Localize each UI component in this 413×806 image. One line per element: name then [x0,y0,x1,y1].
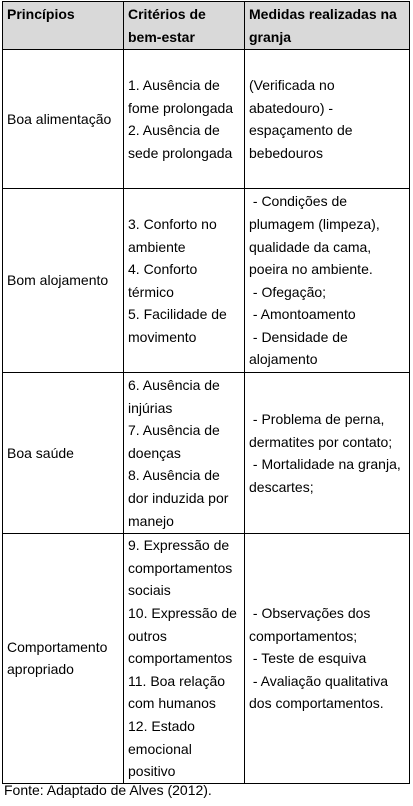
table-row [3,534,410,784]
principle-cell: Boa saúde [3,373,124,534]
principle-cell: Comportamento apropriado [3,534,124,784]
measure-item: - Problema de perna, dermatites por contato; [249,411,393,450]
measure-item: - Ofegação; [249,283,327,300]
criteria-cell [124,373,245,534]
header-measures: Medidas realizadas na granja [245,2,410,50]
criteria-item: 6. Ausência de injúrias [128,377,220,416]
criteria-item: 2. Ausência de sede prolongada [128,122,233,161]
welfare-table [2,1,410,784]
principle-cell: Boa alimentação [3,50,124,189]
measure-item: - Mortalidade na granja, descartes; [249,456,405,495]
measures-cell [245,373,410,534]
criteria-cell [124,534,245,784]
criteria-item: 7. Ausência de doenças [128,422,220,461]
criteria-item: 3. Conforto no ambiente [128,215,217,255]
criteria-item: 1. Ausência de fome prolongada [128,77,234,116]
table-row [3,50,410,189]
measure-item: - Densidade de alojamento [249,328,352,368]
table-row [3,189,410,373]
measure-item: - Condições de plumagem (limpeza), qualidade da cama, poeira no ambiente. [249,193,384,278]
criteria-item: 8. Ausência de dor induzida por manejo [128,467,229,529]
table-row [3,373,410,534]
measures-cell [245,189,410,373]
criteria-cell [124,50,245,189]
measure-item: - Teste de esquiva [249,650,367,667]
measures-cell [245,534,410,784]
criteria-item: 10. Expressão de outros comportamentos [128,604,237,667]
measure-item: (Verificada no abatedouro) - espaçamento de bebedouros [249,77,353,161]
source-caption: Fonte: Adaptado de Alves (2012). [4,782,212,798]
criteria-item: 5. Facilidade de movimento [128,306,227,345]
header-criteria: Critérios de bem-estar [124,2,245,50]
criteria-item: 12. Estado emocional positivo [128,717,195,780]
table-header-row [3,2,410,50]
measure-item: - Observações dos comportamentos; [249,604,375,644]
header-principles: Princípios [3,2,124,50]
principle-cell: Bom alojamento [3,189,124,373]
criteria-item: 4. Conforto térmico [128,261,198,300]
measures-cell [245,50,410,189]
criteria-cell [124,189,245,373]
criteria-item: 9. Expressão de comportamentos sociais [128,537,233,599]
measure-item: - Avaliação qualitativa dos comportamentos. [249,672,392,712]
criteria-item: 11. Boa relação com humanos [128,672,226,712]
measure-item: - Amontoamento [249,306,356,323]
